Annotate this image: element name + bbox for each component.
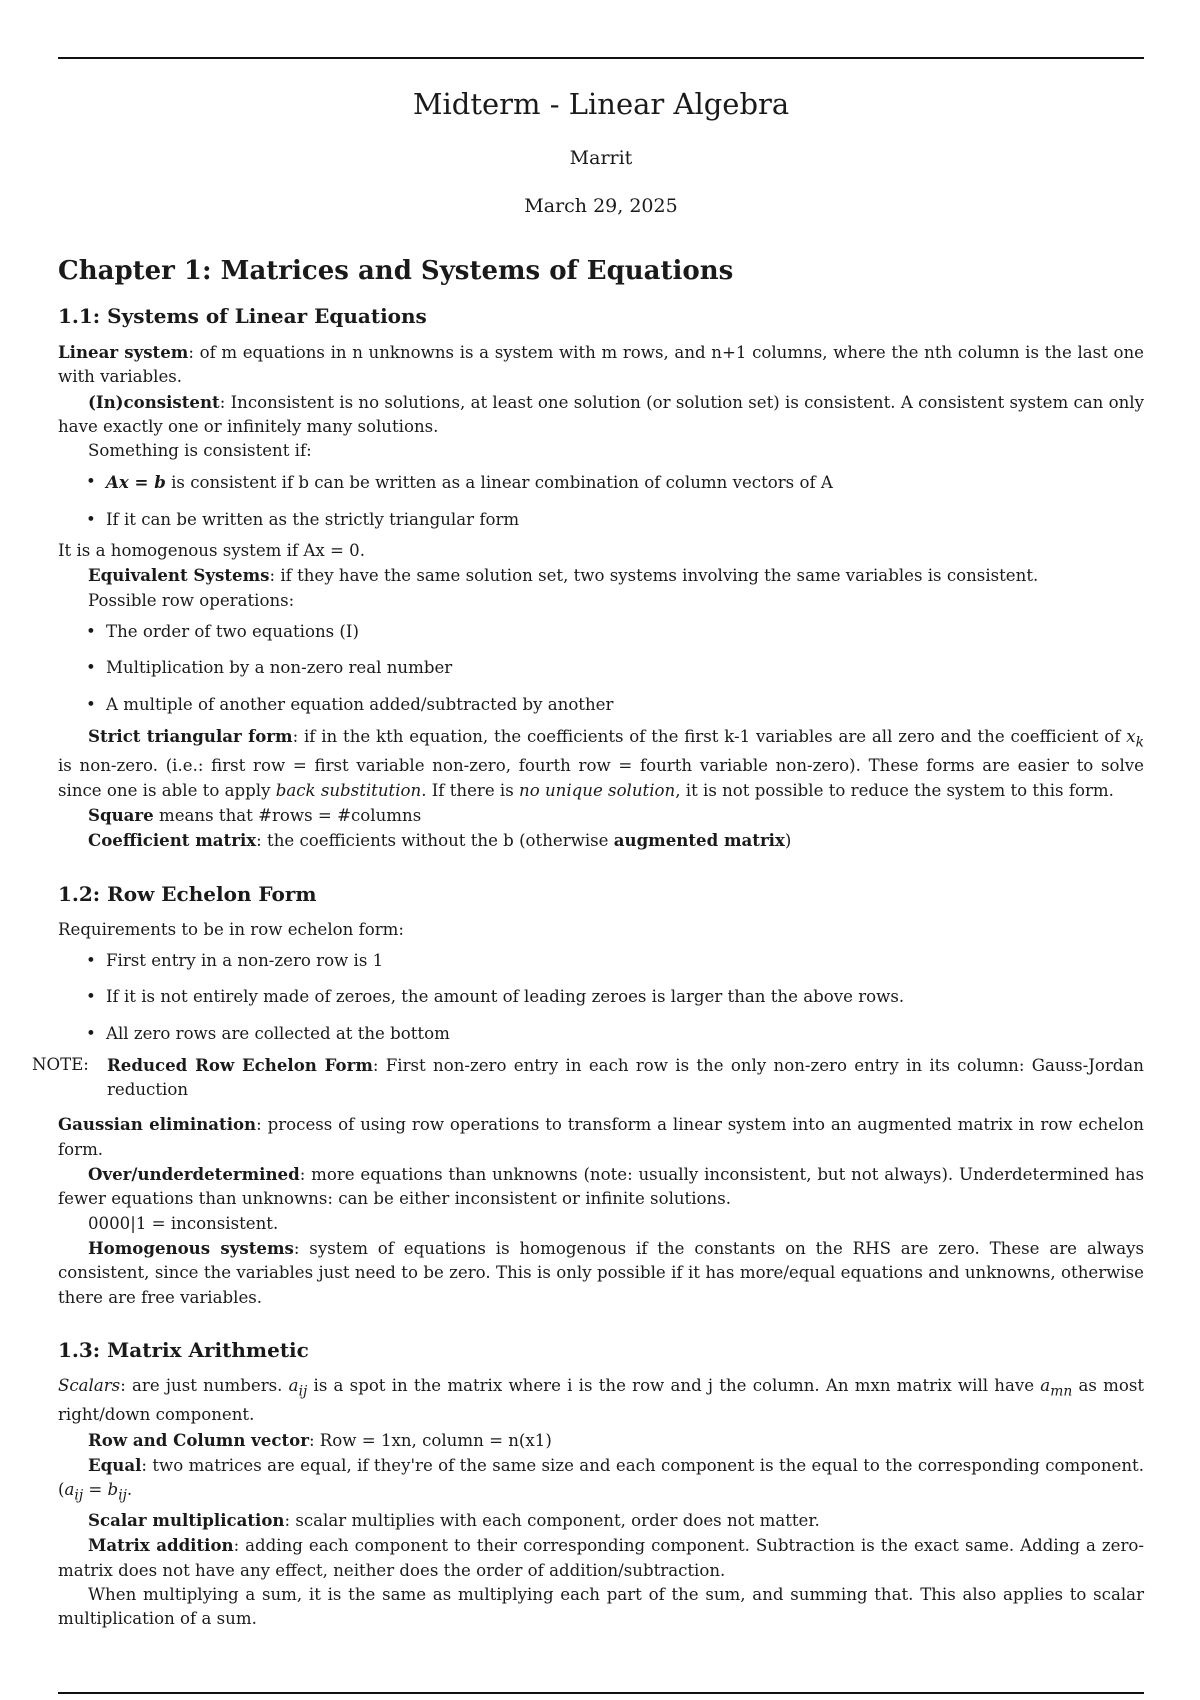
math-symbol: a: [64, 1480, 75, 1500]
math-subscript: k: [1135, 734, 1144, 751]
math-xk: [1126, 726, 1144, 751]
top-rule: [58, 57, 1144, 59]
math-symbol: a: [288, 1375, 299, 1395]
math-subscript: mn: [1050, 1383, 1073, 1400]
section-heading-1-2: 1.2: Row Echelon Form: [58, 881, 317, 906]
math-ax-b: Ax = b: [106, 472, 166, 493]
term-reduced-row-echelon: Reduced Row Echelon Form: [107, 1054, 373, 1075]
paragraph-text: means that #rows = #columns: [153, 806, 422, 826]
paragraph-gaussian-elimination: [58, 1112, 1144, 1162]
paragraph-text: : are just numbers.: [120, 1375, 289, 1395]
paragraph-text: is non-zero. (i.e.: first row = first variable non-zero, fourth row = fourth variable non-zero). These forms are easier to solve since one is able to apply: [58, 756, 1144, 800]
paragraph-coefficient-matrix: [58, 828, 1144, 853]
term-coefficient-matrix: Coefficient matrix: [88, 830, 257, 851]
paragraph-row-operations: Possible row operations:: [88, 590, 295, 610]
note-text: : First non-zero entry in each row is the only non-zero entry in its column: Gauss-Jordan reduction: [107, 1055, 1144, 1100]
term-inconsistent: (In)consistent: [88, 391, 220, 412]
term-equivalent-systems: Equivalent Systems: [88, 565, 270, 586]
section-heading-1-3: 1.3: Matrix Arithmetic: [58, 1337, 309, 1362]
paragraph-text: : Inconsistent is no solutions, at least one solution (or solution set) is consistent. A consistent system can only have exactly one or infinitely many solutions.: [58, 392, 1144, 436]
bottom-rule: [58, 1692, 1144, 1694]
section-heading-1-1: 1.1: Systems of Linear Equations: [58, 304, 427, 328]
math-subscript: ij: [118, 1487, 127, 1504]
list-item: • Multiplication by a non-zero real number: [106, 656, 1144, 680]
math-aij: [288, 1375, 308, 1400]
echelon-requirements-list: [58, 949, 1144, 1046]
paragraph-text: . If there is: [421, 780, 520, 800]
list-item: [106, 470, 1144, 495]
paragraph-scalar-multiplication: [58, 1508, 1144, 1533]
paragraph-text: , it is not possible to reduce the system to this form.: [675, 780, 1114, 800]
term-matrix-addition: Matrix addition: [88, 1535, 234, 1556]
paragraph-equal: [58, 1453, 1144, 1508]
paragraph-homogenous: It is a homogenous system if Ax = 0.: [58, 541, 366, 561]
chapter-heading: Chapter 1: Matrices and Systems of Equations: [58, 256, 734, 286]
paragraph-text: : more equations than unknowns (note: usually inconsistent, but not always). Underdetermined has fewer equations than unknowns: can be either inconsistent or infinite solutions.: [58, 1165, 1144, 1209]
paragraph-text: : the coefficients without the b (otherwise: [256, 831, 614, 851]
note-reduced-row-echelon: [32, 1053, 1144, 1103]
paragraph-text: : if in the kth equation, the coefficients of the first k-1 variables are all zero and the coefficient of: [292, 726, 1127, 746]
row-operations-list: [58, 620, 1144, 717]
note-label: NOTE:: [32, 1054, 89, 1074]
paragraph-text: : of m equations in n unknowns is a system with m rows, and n+1 columns, where the nth column is the last one with variables.: [58, 343, 1144, 387]
paragraph-text: : two matrices are equal, if they're of the same size and each component is the equal to the corresponding component. (: [58, 1456, 1144, 1500]
paragraph-multiplying-sum: When multiplying a sum, it is the same as multiplying each part of the sum, and summing that. This also applies to scalar multiplication of a sum.: [58, 1584, 1144, 1629]
paragraph-consistent-if: Something is consistent if:: [88, 441, 312, 461]
term-square: Square: [88, 805, 154, 826]
document-title: Midterm - Linear Algebra: [412, 87, 790, 121]
paragraph-equivalent-systems: [58, 563, 1144, 588]
document-body: [32, 78, 1145, 1631]
paragraph-text: : if they have the same solution set, two systems involving the same variables is consistent.: [269, 566, 1039, 586]
document-author: Marrit: [569, 147, 633, 169]
paragraph-text: : Row = 1xn, column = n(x1): [308, 1430, 552, 1450]
paragraph-over-underdetermined: [58, 1162, 1144, 1212]
consistency-list: [58, 470, 1144, 532]
paragraph-text: .: [126, 1480, 133, 1500]
paragraph-square: [58, 803, 1144, 828]
paragraph-text: : system of equations is homogenous if the constants on the RHS are zero. These are always consistent, since the variables just need to be zero. This is only possible if it has more/equal equations and unknowns, otherwise there are free variables.: [58, 1238, 1145, 1307]
term-gaussian-elimination: Gaussian elimination: [58, 1114, 257, 1135]
term-over-underdetermined: Over/underdetermined: [88, 1164, 300, 1185]
emphasis-back-substitution: back substitution: [275, 780, 422, 800]
math-subscript: ij: [298, 1383, 308, 1400]
term-augmented-matrix: augmented matrix: [613, 830, 785, 851]
list-item: • If it is not entirely made of zeroes, the amount of leading zeroes is larger than the above rows.: [106, 985, 1144, 1009]
math-symbol: a: [1040, 1375, 1051, 1395]
document-date: March 29, 2025: [524, 195, 678, 217]
emphasis-scalars: Scalars: [58, 1375, 121, 1395]
list-item: • A multiple of another equation added/subtracted by another: [106, 693, 1144, 717]
paragraph-text: is a spot in the matrix where i is the row and j the column. An mxn matrix will have: [307, 1375, 1041, 1395]
term-row-column-vector: Row and Column vector: [88, 1429, 309, 1450]
paragraph-matrix-addition: [58, 1533, 1144, 1583]
paragraph-inconsistent: [58, 390, 1144, 440]
term-strict-triangular: Strict triangular form: [88, 725, 293, 746]
list-item: • All zero rows are collected at the bottom: [106, 1022, 1144, 1046]
paragraph-homogenous-systems: [58, 1236, 1144, 1310]
paragraph-text: : scalar multiplies with each component, order does not matter.: [284, 1510, 820, 1530]
list-item: • The order of two equations (I): [106, 620, 1144, 644]
term-scalar-multiplication: Scalar multiplication: [88, 1509, 285, 1530]
paragraph-scalars: [58, 1374, 1144, 1428]
paragraph-requirements: Requirements to be in row echelon form:: [58, 919, 404, 939]
paragraph-strict-triangular: [58, 724, 1144, 803]
emphasis-no-unique-solution: no unique solution: [519, 780, 676, 800]
paragraph-text: ): [784, 831, 792, 851]
term-linear-system: Linear system: [58, 342, 189, 362]
math-symbol: x: [1126, 726, 1136, 746]
list-item: • If it can be written as the strictly triangular form: [106, 508, 1144, 532]
term-homogenous-systems: Homogenous systems: [88, 1237, 294, 1258]
paragraph-text: as most right/down component.: [58, 1375, 1145, 1425]
paragraph-text: : process of using row operations to transform a linear system into an augmented matrix in row echelon form.: [58, 1115, 1144, 1159]
paragraph-row-column-vector: [58, 1428, 1144, 1453]
list-item: • First entry in a non-zero row is 1: [106, 949, 1144, 973]
math-aij-equals-bij: [64, 1480, 127, 1504]
math-symbol: = b: [83, 1480, 119, 1500]
term-equal: Equal: [88, 1455, 142, 1476]
paragraph-text: : adding each component to their corresponding component. Subtraction is the exact same. Adding a zero-matrix does not have any effect, neither does the order of addition/subtraction.: [58, 1536, 1144, 1580]
math-subscript: ij: [74, 1487, 84, 1504]
paragraph-linear-system: [58, 340, 1144, 390]
list-item-text: is consistent if b can be written as a linear combination of column vectors of A: [165, 473, 833, 493]
paragraph-inconsistent-row: 0000|1 = inconsistent.: [88, 1213, 279, 1233]
math-amn: [1040, 1375, 1073, 1400]
